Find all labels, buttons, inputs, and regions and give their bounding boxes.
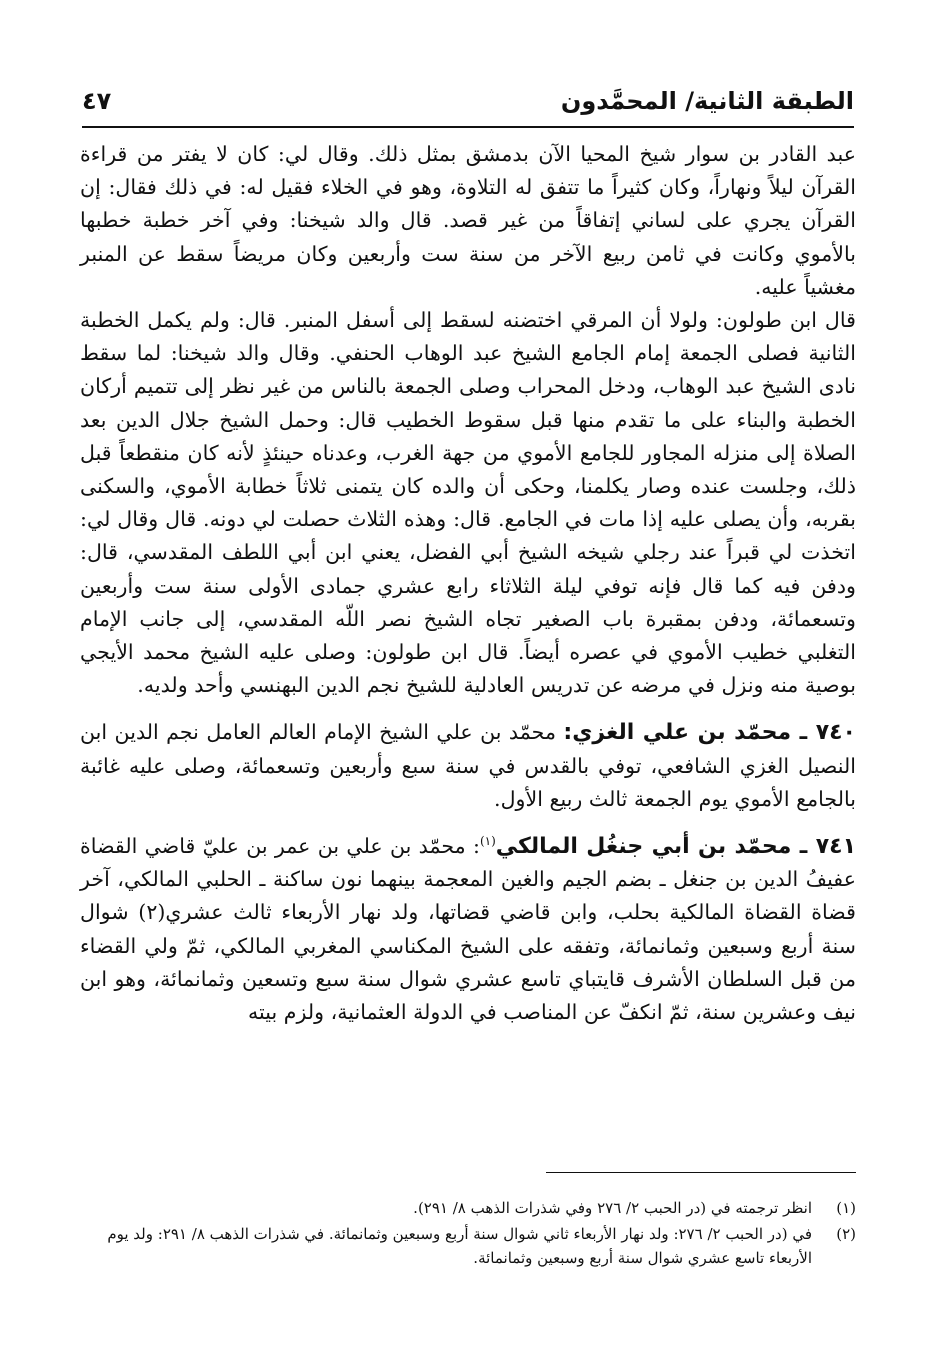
- entry-heading: ٧٤٠ ـ محمّد بن علي الغزي:: [563, 720, 856, 746]
- paragraph: عبد القادر بن سوار شيخ المحيا الآن بدمشق بمثل ذلك. وقال لي: كان لا يفتر من قراءة القرآن ليلاً ونهاراً، وكان كثيراً ما تتفق له التلاوة، وهو في الخلاء فقيل له: في ذلك فقال: إن القرآن يجري على لساني إتفاقاً من غير قصد. قال والد شيخنا: وفي آخر خطبة خطبها بالأموي وكانت في ثامن ربيع الآخر من سنة ست وأربعين وكان مريضاً سقط عن المنبر مغشياً عليه.: [80, 142, 856, 299]
- footnote-text: انظر ترجمته في (در الحبب ٢/ ٢٧٦ وفي شذرات الذهب ٨/ ٢٩١).: [413, 1199, 812, 1217]
- footnote-number: (٢): [836, 1225, 856, 1243]
- running-header: [82, 78, 854, 124]
- entry-text: محمّد بن علي الشيخ الإمام العالم العامل نجم الدين ابن النصيل الغزي الشافعي، توفي بالقدس في سنة سبع وأربعين وتسعمائة، وصلى عليه غائبة بالجامع الأموي يوم الجمعة ثالث ربيع الأول.: [80, 720, 856, 811]
- footnote-text: في (در الحبب ٢/ ٢٧٦: ولد نهار الأربعاء ثاني شوال سنة أربع وسبعين وثمانمائة. في شذرات الذهب ٨/ ٢٩١: ولد يوم الأربعاء تاسع عشري شوال سنة أربع وسبعين وثمانمائة.: [107, 1225, 812, 1267]
- main-text: [80, 138, 856, 1029]
- entry-heading: ٧٤١ ـ محمّد بن أبي جنغُل المالكي: [495, 834, 857, 860]
- biography-entry-741: [80, 830, 856, 1029]
- footnote-number: (١): [836, 1199, 856, 1217]
- footnote-rule: [546, 1172, 856, 1173]
- footnote-ref: (١): [479, 834, 496, 849]
- entry-text: : محمّد بن علي بن عمر بن عليّ قاضي القضاة عفيفُ الدين بن جنغل ـ بضم الجيم والغين المعجمة بينهما نون ساكنة ـ الحلبي المالكي، آخر قضاة القضاة المالكية بحلب، وابن قاضي قضاتها، ولد نهار الأربعاء ثالث عشري(٢) شوال سنة أربع وسبعين وثمانمائة، وتفقه على الشيخ المكناسي المغربي المالكي، ثمّ ولي القضاء من قبل السلطان الأشرف قايتباي تاسع عشري شوال سنة سبع وتسعين وثمانمائة، وهو ابن نيف وعشرين سنة، ثمّ انكفّ عن المناصب في الدولة العثمانية، ولزم بيته: [80, 834, 856, 1025]
- footnotes: [80, 1196, 856, 1272]
- paragraph: قال ابن طولون: ولولا أن المرقي اختضنه لسقط إلى أسفل المنبر. قال: ولم يكمل الخطبة الثانية فصلى الجمعة إمام الجامع الشيخ عبد الوهاب الحنفي. وقال والد شيخنا: لما سقط نادى الشيخ عبد الوهاب، ودخل المحراب وصلى الجمعة بالناس من غير نظر إلى تتميم أركان الخطبة والبناء على ما تقدم منها قبل سقوط الخطيب قال: وحمل الشيخ جلال الدين بعد الصلاة إلى منزله المجاور للجامع الأموي من جهة الغرب، وعدناه حينئذٍ لأنه كان منقطعاً قبل ذلك، وجلست عنده وصار يكلمنا، وحكى أن والده كان يتمنى ثلاثاً خطابة الأموي، والسكنى بقربه، وأن يصلى عليه إذا مات في الجامع. قال: وهذه الثلاث حصلت لي دونه. قال وقال لي: اتخذت لي قبراً عند رجلي شيخه الشيخ أبي الفضل، يعني ابن أبي اللطف المقدسي، قال: ودفن فيه كما قال فإنه توفي ليلة الثلاثاء رابع عشري جمادى الأولى سنة ست وأربعين وتسعمائة، ودفن بمقبرة باب الصغير تجاه الشيخ نصر اللّه المقدسي، إلى جانب الإمام التغلبي خطيب الأموي في عصره أيضاً. قال ابن طولون: وصلى عليه الشيخ محمد الأيجي بوصية منه ونزل في مرضه عن تدريس العادلية للشيخ نجم الدين البهنسي وأحد ولديه.: [80, 308, 856, 698]
- header-title: الطبقة الثانية/ المحمَّدون: [560, 87, 854, 115]
- page-number: ٤٧: [82, 87, 112, 115]
- biography-entry-740: [80, 716, 856, 816]
- header-rule: [82, 126, 854, 128]
- footnote: [80, 1222, 856, 1270]
- footnote: [80, 1196, 856, 1220]
